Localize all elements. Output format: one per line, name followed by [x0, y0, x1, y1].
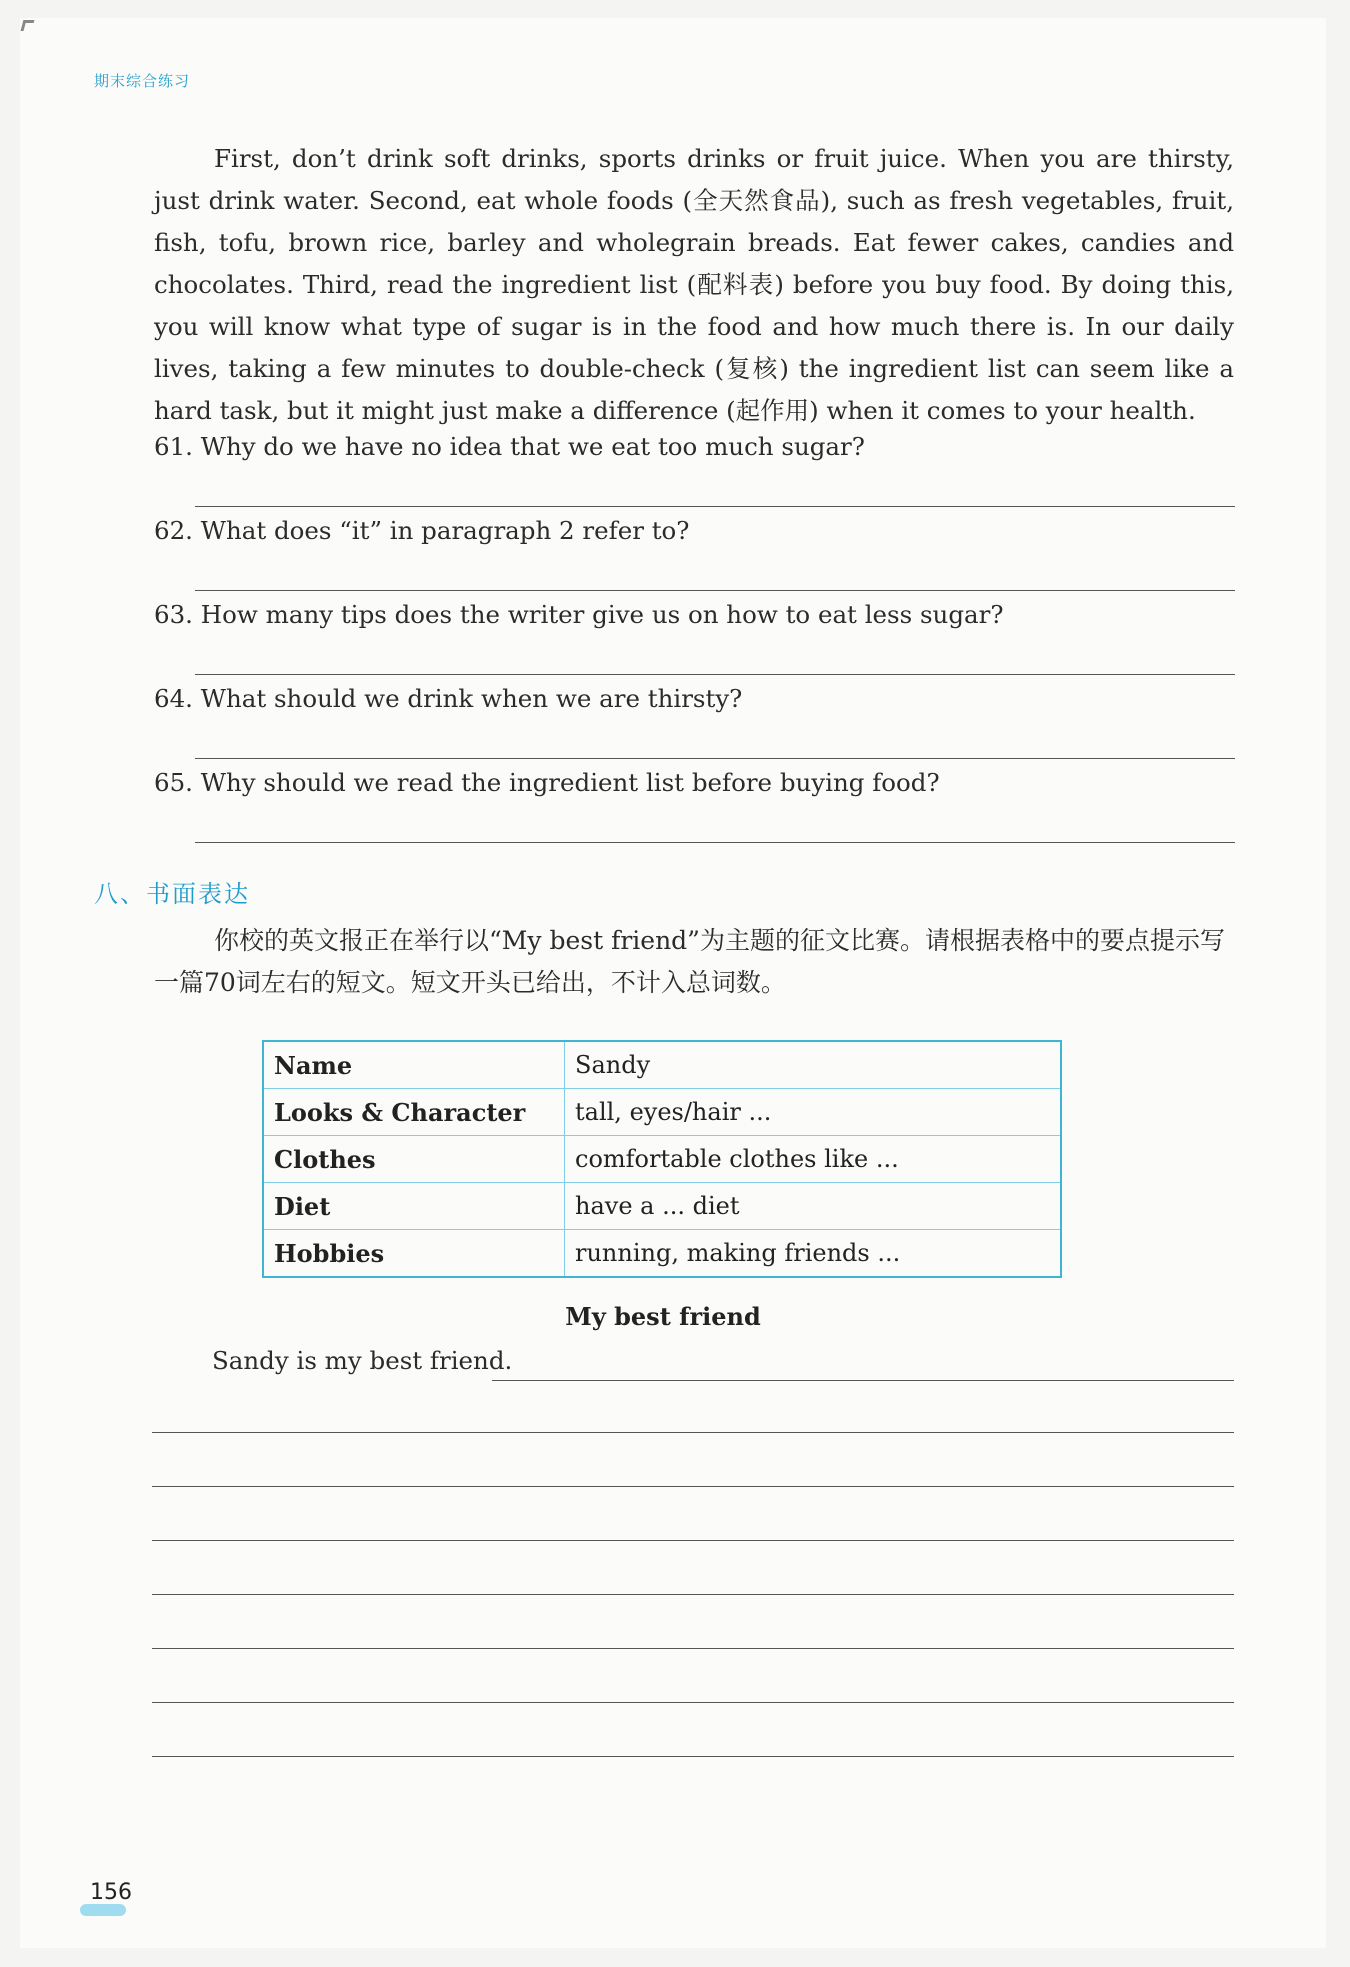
question-62 [154, 516, 689, 545]
writing-line-6[interactable] [152, 1648, 1234, 1649]
table-key: Clothes [263, 1136, 565, 1183]
answer-line-61[interactable] [195, 506, 1235, 507]
section-title: 八、书面表达 [94, 880, 250, 908]
answer-line-62[interactable] [195, 590, 1235, 591]
essay-title: My best friend [565, 1302, 761, 1331]
table-key: Looks & Character [263, 1089, 565, 1136]
table-row [263, 1230, 1061, 1278]
writing-line-2[interactable] [152, 1432, 1234, 1433]
question-number: 64. [154, 684, 193, 713]
question-number: 61. [154, 432, 193, 461]
table-value: Sandy [575, 1051, 651, 1079]
page-number-highlight [80, 1904, 126, 1916]
question-text: What does “it” in paragraph 2 refer to? [200, 516, 690, 545]
page-number: 156 [90, 1880, 132, 1905]
answer-line-64[interactable] [195, 758, 1235, 759]
essay-start-text: Sandy is my best friend. [212, 1346, 513, 1375]
table-value: have a ... diet [565, 1183, 1062, 1230]
table-value: tall, eyes/hair ... [565, 1089, 1062, 1136]
table-value: running, making friends ... [565, 1230, 1062, 1278]
running-header: 期末综合练习 [94, 72, 191, 90]
hint-table [262, 1040, 1062, 1278]
question-text: What should we drink when we are thirsty? [200, 684, 743, 713]
question-number: 63. [154, 600, 193, 629]
question-64 [154, 684, 742, 713]
question-number: 62. [154, 516, 193, 545]
writing-line-4[interactable] [152, 1540, 1234, 1541]
reading-passage [154, 138, 1234, 432]
question-63 [154, 600, 1003, 629]
question-65 [154, 768, 940, 797]
table-value: comfortable clothes like ... [565, 1136, 1062, 1183]
table-row [263, 1089, 1061, 1136]
table-key: Name [263, 1041, 565, 1089]
question-text: How many tips does the writer give us on how to eat less sugar? [200, 600, 1004, 629]
table-key: Diet [263, 1183, 565, 1230]
table-row [263, 1041, 1061, 1089]
writing-instruction [154, 920, 1234, 1004]
writing-line-8[interactable] [152, 1756, 1234, 1757]
question-number: 65. [154, 768, 193, 797]
question-text: Why do we have no idea that we eat too much sugar? [200, 432, 865, 461]
instruction-text: 你校的英文报正在举行以“My best friend”为主题的征文比赛。请根据表格中的要点提示写一篇70词左右的短文。短文开头已给出，不计入总词数。 [154, 926, 1225, 997]
writing-line-7[interactable] [152, 1702, 1234, 1703]
question-61 [154, 432, 865, 461]
passage-paragraph: First, don’t drink soft drinks, sports drinks or fruit juice. When you are thirsty, just drink water. Second, eat whole foods (全天然食品), such as fresh vegetables, fruit, fish, tofu, brown rice, barley and wholegrain breads. Eat fewer cakes, candies and chocolates. Third, read the ingredient list (配料表) before you buy food. By doing this, you will know what type of sugar is in the food and how much there is. In our daily lives, taking a few minutes to double-check (复核) the ingredient list can seem like a hard task, but it might just make a difference (起作用) when it comes to your health. [154, 144, 1234, 425]
table-row [263, 1183, 1061, 1230]
table-row [263, 1136, 1061, 1183]
answer-line-65[interactable] [195, 842, 1235, 843]
question-text: Why should we read the ingredient list before buying food? [200, 768, 940, 797]
answer-line-63[interactable] [195, 674, 1235, 675]
writing-line-3[interactable] [152, 1486, 1234, 1487]
writing-line-1[interactable] [492, 1380, 1234, 1381]
table-key: Hobbies [263, 1230, 565, 1278]
writing-line-5[interactable] [152, 1594, 1234, 1595]
